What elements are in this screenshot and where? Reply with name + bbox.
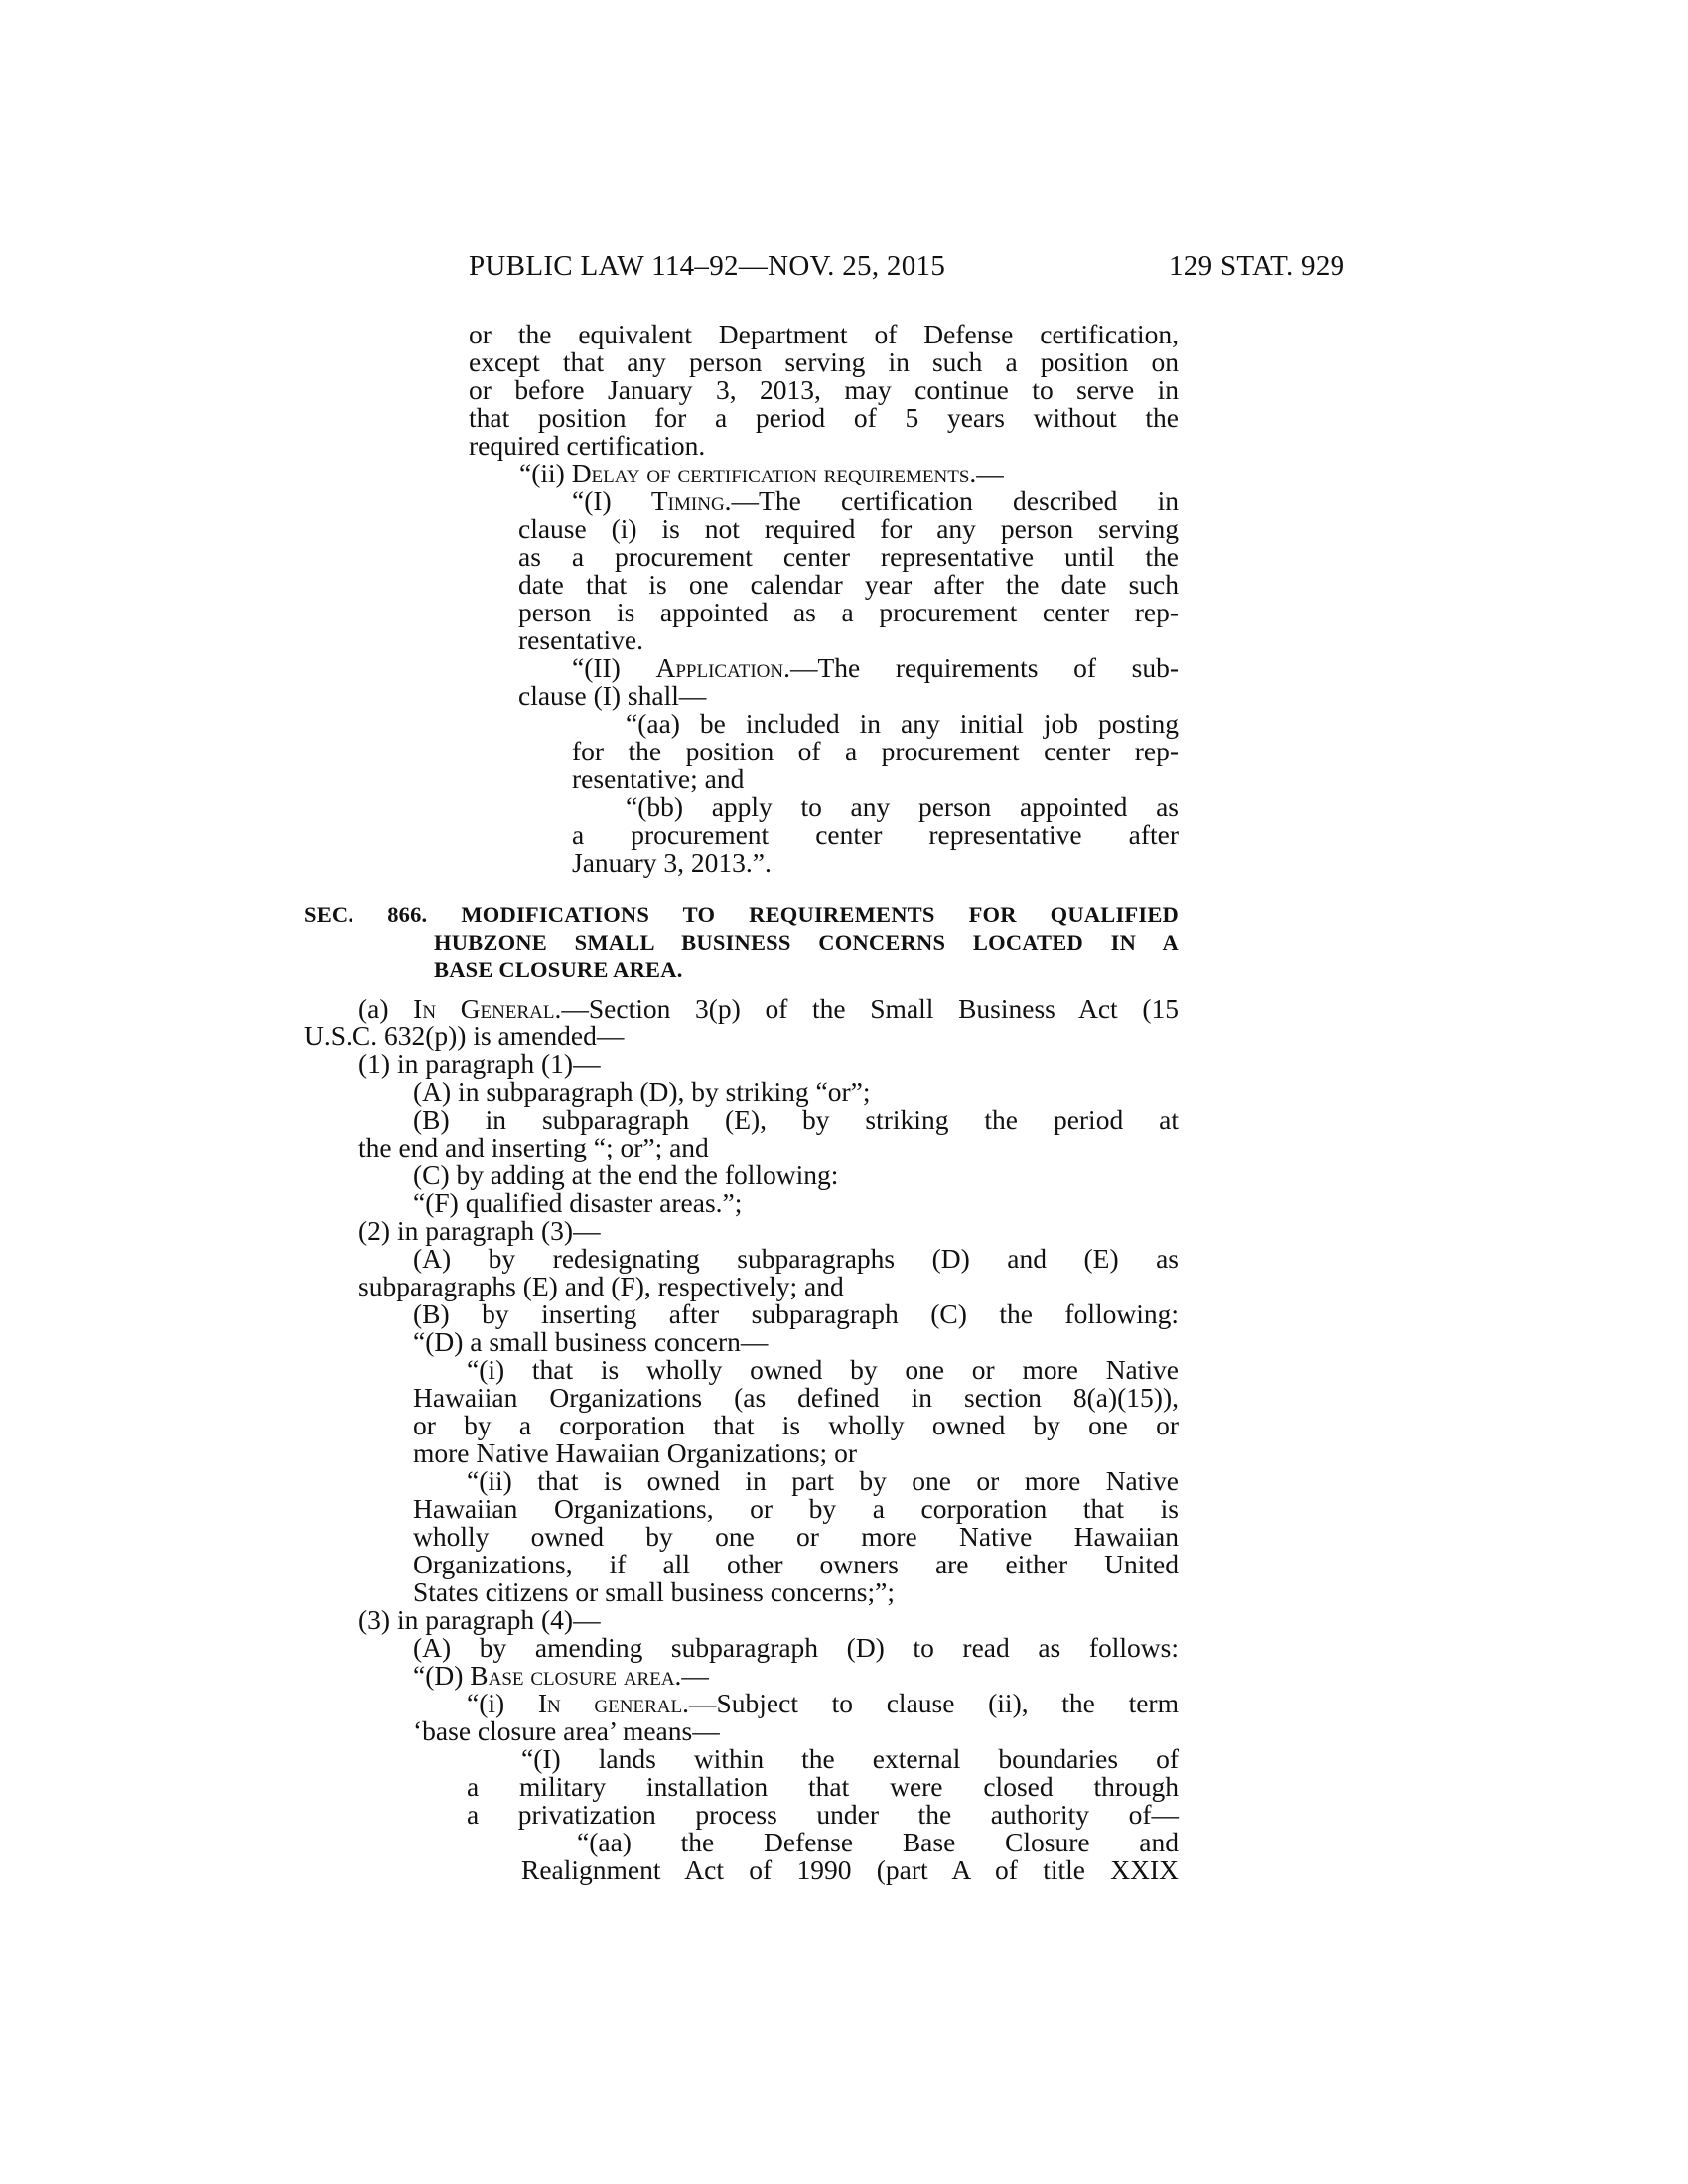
text-line: “(II) Application.—The requirements of sub-: [572, 652, 1180, 683]
text-line: date that is one calendar year after the date such: [518, 569, 1179, 600]
text-line: that position for a period of 5 years without the: [469, 402, 1179, 433]
text-line: “(ii) that is owned in part by one or more Native: [467, 1465, 1179, 1496]
text-line: a privatization process under the authority of—: [467, 1799, 1179, 1830]
text-line: “(I) Timing.—The certification described in: [572, 485, 1179, 516]
running-header-left: PUBLIC LAW 114–92—NOV. 25, 2015: [469, 250, 946, 282]
small-caps-heading: In General: [413, 993, 555, 1024]
small-caps-heading: Base closure area: [470, 1660, 675, 1691]
text-line: “(aa) be included in any initial job posting: [626, 708, 1179, 739]
text-line: Hawaiian Organizations, or by a corporation that is: [413, 1493, 1179, 1524]
text-line: “(aa) the Defense Base Closure and: [577, 1827, 1179, 1857]
text-line: or the equivalent Department of Defense certification,: [469, 319, 1179, 349]
small-caps-heading: Delay of certification requirements: [571, 458, 970, 488]
text-line: for the position of a procurement center rep-: [572, 736, 1179, 766]
text-line: (2) in paragraph (3)—: [358, 1215, 601, 1246]
text-line: a procurement center representative after: [572, 819, 1179, 850]
text-line: “(I) lands within the external boundaries of: [521, 1743, 1179, 1774]
text-line: “(D) Base closure area.—: [413, 1660, 709, 1691]
text-line: U.S.C. 632(p)) is amended—: [304, 1021, 625, 1051]
text-line: “(i) In general.—Subject to clause (ii), the term: [467, 1688, 1179, 1718]
small-caps-heading: In general: [537, 1688, 683, 1718]
text-line: (a) In General.—Section 3(p) of the Small Business Act (15: [358, 993, 1180, 1024]
text-line: (C) by adding at the end the following:: [413, 1160, 839, 1190]
text-line: Organizations, if all other owners are either United: [413, 1549, 1179, 1579]
text-line: subparagraphs (E) and (F), respectively; and: [358, 1271, 844, 1301]
text-line: resentative; and: [572, 763, 745, 794]
text-line: a military installation that were closed through: [467, 1771, 1179, 1802]
text-line: (B) in subparagraph (E), by striking the period at: [413, 1104, 1179, 1135]
section-heading-line: BASE CLOSURE AREA.: [434, 957, 683, 982]
text-line: “(i) that is wholly owned by one or more Native: [467, 1354, 1179, 1385]
text-line: clause (i) is not required for any person serving: [518, 513, 1179, 544]
text-line: the end and inserting “; or”; and: [358, 1132, 709, 1162]
text-line: resentative.: [518, 624, 643, 655]
text-line: more Native Hawaiian Organizations; or: [413, 1437, 857, 1468]
text-line: January 3, 2013.”.: [572, 847, 772, 878]
text-line: Hawaiian Organizations (as defined in section 8(a)(15)),: [413, 1382, 1179, 1413]
small-caps-heading: Application: [655, 652, 784, 683]
text-line: as a procurement center representative until the: [518, 541, 1179, 572]
text-line: person is appointed as a procurement center rep-: [518, 597, 1179, 627]
text-line: or before January 3, 2013, may continue to serve in: [469, 374, 1179, 405]
text-line: (A) by redesignating subparagraphs (D) and (E) as: [413, 1243, 1179, 1274]
text-line: “(ii) Delay of certification requirements.—: [519, 458, 1004, 488]
text-line: (A) in subparagraph (D), by striking “or”;: [413, 1076, 871, 1107]
running-header-right: 129 STAT. 929: [1169, 250, 1345, 282]
text-line: (1) in paragraph (1)—: [358, 1048, 601, 1079]
text-line: clause (I) shall—: [518, 680, 707, 711]
text-line: “(F) qualified disaster areas.”;: [413, 1187, 743, 1218]
text-line: “(D) a small business concern—: [413, 1326, 769, 1357]
small-caps-heading: Timing: [650, 485, 725, 516]
section-heading-line: SEC. 866. MODIFICATIONS TO REQUIREMENTS FOR QUALIFIED: [304, 902, 1179, 927]
text-line: wholly owned by one or more Native Hawaiian: [413, 1521, 1179, 1552]
text-line: (A) by amending subparagraph (D) to read as follows:: [413, 1632, 1179, 1663]
text-line: “(bb) apply to any person appointed as: [626, 791, 1179, 822]
section-heading-line: HUBZONE SMALL BUSINESS CONCERNS LOCATED IN A: [434, 930, 1179, 955]
text-line: ‘base closure area’ means—: [413, 1715, 720, 1746]
text-line: (B) by inserting after subparagraph (C) the following:: [413, 1298, 1179, 1329]
text-line: States citizens or small business concerns;”;: [413, 1576, 895, 1607]
text-line: except that any person serving in such a position on: [469, 346, 1179, 377]
text-line: (3) in paragraph (4)—: [358, 1604, 601, 1635]
text-line: or by a corporation that is wholly owned by one or: [413, 1410, 1179, 1440]
text-line: Realignment Act of 1990 (part A of title XXIX: [521, 1854, 1179, 1885]
text-line: required certification.: [469, 430, 706, 461]
